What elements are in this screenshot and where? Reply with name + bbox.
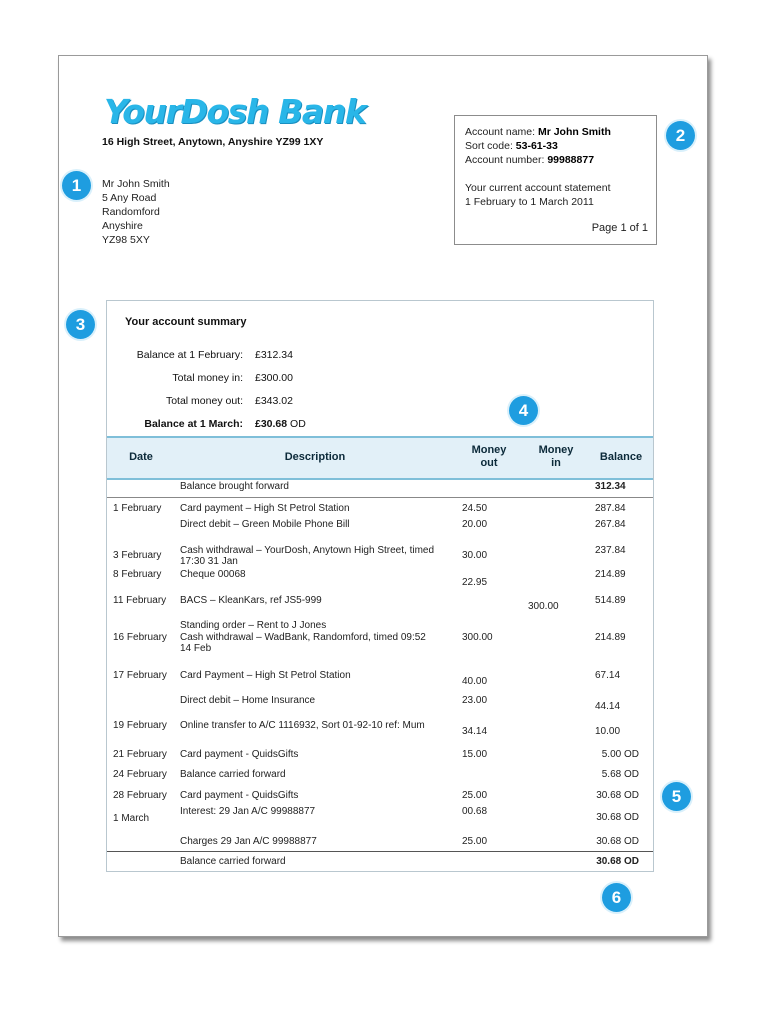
row-money-out: 24.50 [462, 503, 488, 514]
balance-start-label: Balance at 1 February: [136, 349, 243, 361]
row-description: Direct debit – Home Insurance [180, 695, 316, 706]
sort-code-label: Sort code: [465, 140, 513, 152]
row-description: Online transfer to A/C 1116932, Sort 01-92-10 ref: Mum [180, 720, 425, 731]
brought-forward-balance: 312.34 [595, 481, 626, 492]
row-money-out: 00.68 [462, 806, 488, 817]
row-date: 17 February [113, 670, 167, 681]
account-name-label: Account name: [465, 126, 536, 138]
customer-postcode: YZ98 5XY [102, 234, 150, 246]
account-number-value: 99988877 [547, 154, 595, 166]
account-number-row [465, 154, 594, 166]
row-money-out: 15.00 [462, 749, 488, 760]
row-balance: 30.68 OD [596, 790, 639, 801]
marker-1: 1 [62, 171, 91, 200]
header-money-out-line2: out [480, 457, 498, 469]
row-money-out: 25.00 [462, 790, 488, 801]
account-details-box [454, 115, 657, 245]
summary-title: Your account summary [125, 316, 247, 328]
row-description: Balance carried forward [180, 769, 286, 780]
header-date: Date [129, 451, 153, 463]
marker-4: 4 [509, 396, 538, 425]
money-in-value: £300.00 [255, 372, 293, 384]
row-money-out: 30.00 [462, 550, 488, 561]
marker-5: 5 [662, 782, 691, 811]
brought-forward-label: Balance brought forward [180, 481, 289, 492]
row-date: 8 February [113, 569, 162, 580]
customer-county: Anyshire [102, 220, 143, 232]
money-out-value: £343.02 [255, 395, 293, 407]
row-money-out: 20.00 [462, 519, 488, 530]
statement-title: Your current account statement [465, 182, 611, 194]
row-money-out: 34.14 [462, 726, 488, 737]
bank-logo: YourDosh Bank [104, 92, 366, 131]
balance-end-suffix: OD [290, 418, 306, 430]
header-money-in-line1: Money [538, 444, 574, 456]
row-description: Card payment - QuidsGifts [180, 749, 299, 760]
row-date: 21 February [113, 749, 167, 760]
row-description: Direct debit – Green Mobile Phone Bill [180, 519, 350, 530]
page-number: Page 1 of 1 [591, 222, 648, 234]
row-description-line2: 14 Feb [180, 643, 212, 654]
header-description: Description [284, 451, 346, 463]
marker-3: 3 [66, 310, 95, 339]
row-description: Cash withdrawal – WadBank, Randomford, timed 09:52 [180, 632, 426, 643]
customer-street: 5 Any Road [102, 192, 157, 204]
row-description: Cheque 00068 [180, 569, 246, 580]
row-balance: 214.89 [595, 632, 626, 643]
balance-start-value: £312.34 [255, 349, 293, 361]
row-balance: 214.89 [595, 569, 626, 580]
balance-end-label: Balance at 1 March: [144, 418, 243, 430]
row-date: 24 February [113, 769, 167, 780]
row-money-out: 40.00 [462, 676, 488, 687]
row-divider [107, 497, 653, 498]
row-description: BACS – KleanKars, ref JS5-999 [180, 595, 322, 606]
header-money-in-line2: in [551, 457, 561, 469]
header-balance: Balance [599, 451, 643, 463]
row-description: Card payment - QuidsGifts [180, 790, 299, 801]
bank-address: 16 High Street, Anytown, Anyshire YZ99 1XY [102, 136, 324, 148]
row-balance: 5.00 OD [601, 749, 639, 760]
row-balance: 5.68 OD [601, 769, 639, 780]
row-balance: 30.68 OD [596, 812, 639, 823]
row-balance: 10.00 [595, 726, 621, 737]
row-description: Card payment – High St Petrol Station [180, 503, 350, 514]
row-date: 3 February [113, 550, 162, 561]
header-money-in [525, 444, 587, 470]
row-balance: 287.84 [595, 503, 626, 514]
marker-2: 2 [666, 121, 695, 150]
account-name-row [465, 126, 611, 138]
sort-code-row [465, 140, 558, 152]
row-money-out: 22.95 [462, 577, 488, 588]
row-balance: 67.14 [595, 670, 621, 681]
row-money-out: 300.00 [462, 632, 493, 643]
row-description: Standing order – Rent to J Jones [180, 620, 327, 631]
row-balance: 30.68 OD [596, 836, 639, 847]
row-description: Charges 29 Jan A/C 99988877 [180, 836, 317, 847]
sort-code-value: 53-61-33 [515, 140, 558, 152]
row-date: 1 March [113, 813, 150, 824]
customer-address [102, 177, 170, 247]
carried-forward-balance: 30.68 OD [596, 856, 639, 867]
statement-period: 1 February to 1 March 2011 [465, 196, 594, 208]
customer-town: Randomford [102, 206, 160, 218]
row-description-line2: 17:30 31 Jan [180, 556, 238, 567]
row-date: 16 February [113, 632, 167, 643]
row-money-in: 300.00 [528, 601, 559, 612]
row-description: Card Payment – High St Petrol Station [180, 670, 351, 681]
row-date: 28 February [113, 790, 167, 801]
carried-forward-label: Balance carried forward [180, 856, 286, 867]
customer-name: Mr John Smith [102, 178, 170, 190]
row-balance: 514.89 [595, 595, 626, 606]
account-summary-box [106, 300, 654, 872]
balance-end-value [255, 418, 306, 430]
row-description: Interest: 29 Jan A/C 99988877 [180, 806, 316, 817]
money-in-label: Total money in: [172, 372, 243, 384]
row-balance: 267.84 [595, 519, 626, 530]
header-money-out [460, 444, 518, 470]
row-date: 1 February [113, 503, 162, 514]
account-name-value: Mr John Smith [537, 126, 611, 138]
row-balance: 44.14 [595, 701, 621, 712]
row-balance: 237.84 [595, 545, 626, 556]
header-money-out-line1: Money [471, 444, 507, 456]
account-number-label: Account number: [465, 154, 545, 166]
row-date: 11 February [113, 595, 167, 606]
row-description: Cash withdrawal – YourDosh, Anytown High Street, timed [180, 545, 435, 556]
row-date: 19 February [113, 720, 167, 731]
row-money-out: 25.00 [462, 836, 488, 847]
balance-end-amount: £30.68 [255, 418, 288, 430]
row-divider [107, 851, 653, 852]
row-money-out: 23.00 [462, 695, 488, 706]
money-out-label: Total money out: [165, 395, 243, 407]
marker-6: 6 [602, 883, 631, 912]
